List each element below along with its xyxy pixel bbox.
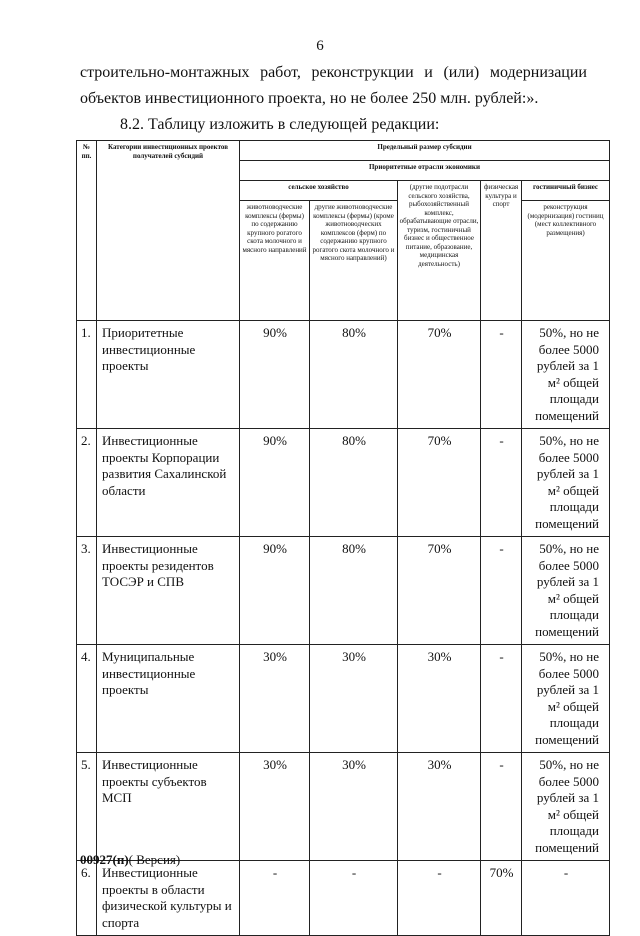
row-sport-value: - — [481, 537, 522, 645]
row-category: Муниципальные инвестиционные проекты — [97, 645, 240, 753]
table-row — [77, 321, 610, 429]
row-num: 5. — [77, 753, 97, 861]
header-livestock-dairy: животноводческие комплексы (фермы) по содержанию крупного рогатого скота молочного и мясного направлений — [240, 201, 310, 321]
row-num: 2. — [77, 429, 97, 537]
row-other-sectors-value: 70% — [398, 429, 481, 537]
document-code: 00927(п) — [80, 852, 129, 867]
row-other-livestock-value: - — [310, 861, 398, 936]
row-sport-value: 70% — [481, 861, 522, 936]
row-category: Инвестиционные проекты субъектов МСП — [97, 753, 240, 861]
row-sport-value: - — [481, 321, 522, 429]
table-row — [77, 537, 610, 645]
row-num: 6. — [77, 861, 97, 936]
row-other-livestock-value: 30% — [310, 645, 398, 753]
row-livestock-value: 90% — [240, 321, 310, 429]
row-hotel-value: 50%, но не более 5000 рублей за 1 м² общей площади помещений — [522, 753, 610, 861]
row-livestock-value: 90% — [240, 429, 310, 537]
row-hotel-value: 50%, но не более 5000 рублей за 1 м² общей площади помещений — [522, 429, 610, 537]
document-version: ( Версия) — [128, 852, 181, 867]
header-max-subsidy: Предельный размер субсидии — [240, 141, 610, 161]
subsidy-table — [76, 140, 610, 936]
row-livestock-value: 30% — [240, 645, 310, 753]
row-livestock-value: - — [240, 861, 310, 936]
header-num: № пп. — [77, 141, 97, 321]
row-category: Инвестиционные проекты Корпорации развития Сахалинской области — [97, 429, 240, 537]
page-number: 6 — [316, 38, 324, 54]
row-num: 1. — [77, 321, 97, 429]
row-other-sectors-value: 30% — [398, 753, 481, 861]
row-sport-value: - — [481, 645, 522, 753]
row-other-sectors-value: 30% — [398, 645, 481, 753]
header-physical-culture: физическая культура и спорт — [481, 181, 522, 321]
document-footer — [80, 852, 180, 868]
row-other-livestock-value: 80% — [310, 429, 398, 537]
header-priority-sectors: Приоритетные отрасли экономики — [240, 161, 610, 181]
row-livestock-value: 30% — [240, 753, 310, 861]
row-other-sectors-value: 70% — [398, 537, 481, 645]
header-other-sectors: (другие подотрасли сельского хозяйства, рыбохозяйственный комплекс, обрабатывающие отрасли, туризм, гостиничный бизнес и общественное питание, образование, медицинская деятельность) — [398, 181, 481, 321]
table-row — [77, 645, 610, 753]
row-other-livestock-value: 80% — [310, 321, 398, 429]
row-hotel-value: 50%, но не более 5000 рублей за 1 м² общей площади помещений — [522, 537, 610, 645]
table-row — [77, 753, 610, 861]
paragraph-3: 8.2. Таблицу изложить в следующей редакции: — [120, 116, 440, 133]
row-hotel-value: 50%, но не более 5000 рублей за 1 м² общей площади помещений — [522, 645, 610, 753]
table-row — [77, 429, 610, 537]
paragraph-1: строительно-монтажных работ, реконструкции и (или) модернизации — [80, 64, 587, 81]
row-num: 4. — [77, 645, 97, 753]
row-hotel-value: - — [522, 861, 610, 936]
row-num: 3. — [77, 537, 97, 645]
paragraph-2: объектов инвестиционного проекта, но не более 250 млн. рублей:». — [80, 90, 539, 107]
row-sport-value: - — [481, 429, 522, 537]
row-other-livestock-value: 80% — [310, 537, 398, 645]
row-other-sectors-value: 70% — [398, 321, 481, 429]
header-other-livestock: другие животноводческие комплексы (фермы) (кроме животноводческих комплексов (ферм) по содержанию крупного рогатого скота молочного и мясного направлений) — [310, 201, 398, 321]
header-hotel-reconstruction: реконструкция (модернизация) гостиниц (мест коллективного размещения) — [522, 201, 610, 321]
table-row — [77, 861, 610, 936]
row-category: Приоритетные инвестиционные проекты — [97, 321, 240, 429]
header-category: Категории инвестиционных проектов получателей субсидий — [97, 141, 240, 321]
row-sport-value: - — [481, 753, 522, 861]
row-category: Инвестиционные проекты резидентов ТОСЭР и СПВ — [97, 537, 240, 645]
row-hotel-value: 50%, но не более 5000 рублей за 1 м² общей площади помещений — [522, 321, 610, 429]
row-other-sectors-value: - — [398, 861, 481, 936]
row-livestock-value: 90% — [240, 537, 310, 645]
header-agriculture: сельское хозяйство — [240, 181, 398, 201]
row-category: Инвестиционные проекты в области физической культуры и спорта — [97, 861, 240, 936]
row-other-livestock-value: 30% — [310, 753, 398, 861]
header-hotel-business: гостиничный бизнес — [522, 181, 610, 201]
